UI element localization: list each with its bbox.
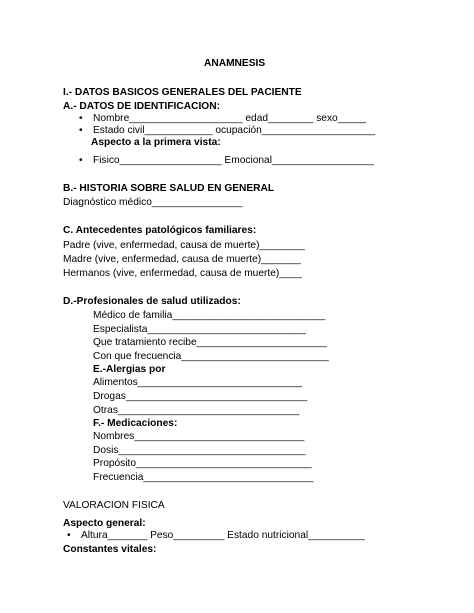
identification-row-civil: • Estado civil____________ ocupación____________________ bbox=[93, 125, 375, 137]
measurements-row: • Altura_______ Peso_________ Estado nutricional__________ bbox=[81, 530, 365, 542]
document-title: ANAMNESIS bbox=[204, 58, 266, 69]
allergy-other-line: Otras________________________________ bbox=[93, 405, 300, 416]
section-e-heading: E.-Alergias por bbox=[93, 364, 166, 375]
identification-row-physical: • Fisico__________________ Emocional__________________ bbox=[93, 155, 374, 167]
allergy-food-line: Alimentos_____________________________ bbox=[93, 377, 303, 388]
medication-purpose-line: Propósito_______________________________ bbox=[93, 458, 312, 469]
section-b-heading: B.- HISTORIA SOBRE SALUD EN GENERAL bbox=[63, 183, 275, 194]
vital-signs-label: Constantes vitales: bbox=[63, 544, 157, 555]
father-line: Padre (vive, enfermedad, causa de muerte)________ bbox=[63, 240, 305, 251]
allergy-drugs-line: Drogas________________________________ bbox=[93, 391, 308, 402]
first-view-label: Aspecto a la primera vista: bbox=[91, 137, 221, 148]
medication-dose-line: Dosis_________________________________ bbox=[93, 445, 306, 456]
section-i-heading: I.- DATOS BASICOS GENERALES DEL PACIENTE bbox=[63, 87, 302, 98]
medication-frequency-line: Frecuencia______________________________ bbox=[93, 472, 314, 483]
general-aspect-label: Aspecto general: bbox=[63, 518, 146, 529]
section-f-heading: F.- Medicaciones: bbox=[93, 418, 178, 429]
treatment-line: Que tratamiento recibe_______________________ bbox=[93, 337, 327, 348]
frequency-line: Con que frecuencia__________________________ bbox=[93, 351, 329, 362]
specialist-line: Especialista____________________________ bbox=[93, 324, 307, 335]
physical-assessment-heading: VALORACION FISICA bbox=[63, 500, 165, 511]
section-c-heading: C. Antecedentes patológicos familiares: bbox=[63, 225, 257, 236]
mother-line: Madre (vive, enfermedad, causa de muerte)_______ bbox=[63, 254, 301, 265]
section-d-heading: D.-Profesionales de salud utilizados: bbox=[63, 296, 241, 307]
family-doctor-line: Médico de familia___________________________ bbox=[93, 310, 326, 321]
medication-names-line: Nombres______________________________ bbox=[93, 431, 305, 442]
identification-row-name: • Nombre____________________ edad________ sexo_____ bbox=[93, 113, 366, 125]
siblings-line: Hermanos (vive, enfermedad, causa de muerte)____ bbox=[63, 268, 302, 279]
section-a-heading: A.- DATOS DE IDENTIFICACION: bbox=[63, 101, 220, 112]
diagnosis-line: Diagnóstico médico________________ bbox=[63, 197, 243, 208]
